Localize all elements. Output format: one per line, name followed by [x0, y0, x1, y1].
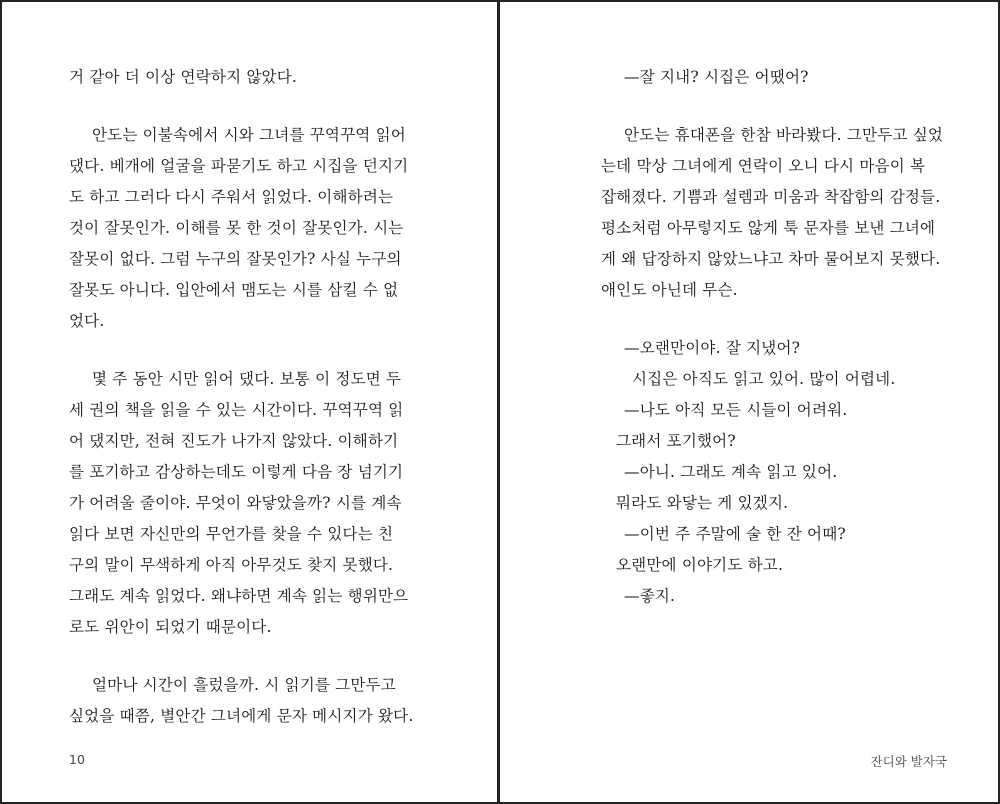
body-line: 얼마나 시간이 흘렀을까. 시 읽기를 그만두고	[92, 676, 396, 694]
dialogue-continuation: 뭐라도 와닿는 게 있겠지.	[616, 494, 789, 512]
body-line: 것이 잘못인가. 이해를 못 한 것이 잘못인가. 시는	[69, 219, 404, 237]
body-line: 몇 주 동안 시만 읽어 댔다. 보통 이 정도면 두	[92, 370, 402, 388]
dialogue-line: —잘 지내? 시집은 어땠어?	[624, 68, 809, 86]
body-line: 었다.	[69, 312, 105, 330]
body-line: 도 하고 그러다 다시 주워서 읽었다. 이해하려는	[69, 188, 394, 206]
dialogue-continuation: 그래서 포기했어?	[616, 432, 736, 450]
dialogue-line: —아니. 그래도 계속 읽고 있어.	[624, 463, 838, 481]
body-line: 는데 막상 그녀에게 연락이 오니 다시 마음이 복	[601, 157, 926, 175]
running-title: 잔디와 발자국	[870, 754, 947, 769]
body-line: 안도는 휴대폰을 한참 바라봤다. 그만두고 싶었	[624, 126, 944, 144]
body-line: 세 권의 책을 읽을 수 있는 시간이다. 꾸역꾸역 읽	[69, 401, 404, 419]
body-line: 애인도 아닌데 무슨.	[601, 281, 738, 299]
body-line: 싶었을 때쯤, 별안간 그녀에게 문자 메시지가 왔다.	[69, 707, 414, 725]
right-page-body	[601, 62, 946, 612]
left-page	[0, 0, 497, 804]
body-line: 잘못도 아니다. 입안에서 맴도는 시를 삼킬 수 없	[69, 281, 399, 299]
body-line: 평소처럼 아무렇지도 않게 툭 문자를 보낸 그녀에	[601, 219, 936, 237]
body-line: 안도는 이불속에서 시와 그녀를 꾸역꾸역 읽어	[92, 126, 406, 144]
body-line: 거 같아 더 이상 연락하지 않았다.	[69, 68, 298, 86]
dialogue-line: —이번 주 주말에 술 한 잔 어때?	[624, 525, 846, 543]
dialogue-continuation: 오랜만에 이야기도 하고.	[616, 556, 784, 574]
body-line: 읽다 보면 자신만의 무언가를 찾을 수 있다는 친	[69, 525, 394, 543]
right-page	[500, 0, 1000, 804]
body-line: 어 댔지만, 전혀 진도가 나가지 않았다. 이해하기	[69, 432, 399, 450]
dialogue-line: —나도 아직 모든 시들이 어려워.	[624, 401, 848, 419]
body-line: 구의 말이 무색하게 아직 아무것도 찾지 못했다.	[69, 556, 394, 574]
body-line: 댔다. 베개에 얼굴을 파묻기도 하고 시집을 던지기	[69, 157, 409, 175]
dialogue-line: —오랜만이야. 잘 지냈어?	[624, 339, 801, 357]
body-line: 잘못이 없다. 그럼 누구의 잘못인가? 사실 누구의	[69, 250, 402, 268]
body-line: 게 왜 답장하지 않았느냐고 차마 물어보지 못했다.	[601, 250, 941, 268]
body-line: 로도 위안이 되었기 때문이다.	[69, 618, 272, 636]
dialogue-continuation: 시집은 아직도 읽고 있어. 많이 어렵네.	[632, 370, 896, 388]
left-page-body	[69, 62, 414, 732]
body-line: 그래도 계속 읽었다. 왜냐하면 계속 읽는 행위만으	[69, 587, 409, 605]
dialogue-line: —좋지.	[624, 587, 676, 605]
body-line: 잡해졌다. 기쁨과 설렘과 미움과 착잡함의 감정들.	[601, 188, 941, 206]
page-number: 10	[69, 752, 85, 767]
body-line: 가 어려울 줄이야. 무엇이 와닿았을까? 시를 계속	[69, 494, 402, 512]
body-line: 를 포기하고 감상하는데도 이렇게 다음 장 넘기기	[69, 463, 404, 481]
